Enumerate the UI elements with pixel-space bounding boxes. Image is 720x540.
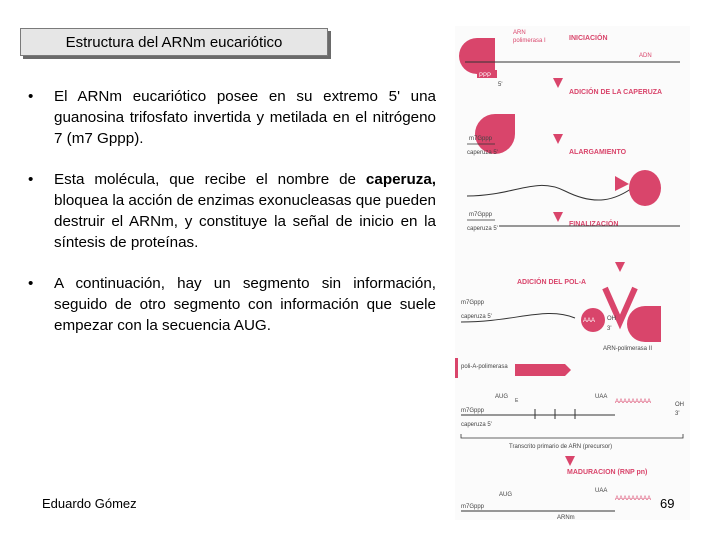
arrow-down-2 xyxy=(553,134,563,144)
label-aug-a: AUG xyxy=(495,394,509,400)
stage-label-alargamiento: ALARGAMIENTO xyxy=(569,149,627,156)
label-transcrito: Transcrito primario de ARN (precursor) xyxy=(509,444,613,450)
label-polimerasa: polimerasa I xyxy=(513,38,546,44)
capping-shape xyxy=(475,114,515,154)
label-arn: ARN xyxy=(513,30,526,36)
stage-alargamiento xyxy=(467,170,661,206)
label-caperuza-a: caperuza 5' xyxy=(467,150,498,156)
label-poli-a-pol: poli-A-polimerasa xyxy=(461,364,508,370)
label-3prime-a: 3' xyxy=(607,326,612,332)
label-ppp: PPP xyxy=(479,73,492,79)
polymerase-shape xyxy=(459,38,495,74)
stage-iniciacion xyxy=(459,30,680,88)
slide-title xyxy=(20,28,328,56)
arrow-right xyxy=(615,176,629,191)
label-oh-a: OH xyxy=(607,316,616,322)
label-oh-b: OH xyxy=(675,402,684,408)
label-m7gppp-c: m7Gppp xyxy=(461,300,485,306)
label-aaaa-a: AAAAAAAAA xyxy=(615,399,652,405)
label-aug-b: AUG xyxy=(499,492,513,498)
stage-poli-a xyxy=(461,300,661,352)
stage-mature xyxy=(461,488,651,520)
label-m7gppp-d: m7Gppp xyxy=(461,408,485,414)
bullet-text xyxy=(54,86,436,149)
label-3prime-b: 3' xyxy=(675,411,680,417)
stage-label-caperuza: ADICIÓN DE LA CAPERUZA xyxy=(569,89,663,96)
stage-label-poli-a: ADICIÓN DEL POL-A xyxy=(517,279,587,286)
bullet-item xyxy=(28,169,436,253)
label-uaa-b: UAA xyxy=(595,488,608,494)
bullet-text xyxy=(54,169,436,253)
bullet-text-part: bloquea la acción de enzimas exonucleasas que pueden destruir el ARNm, y constituye la señal de inicio en la síntesis de proteínas. xyxy=(54,192,436,251)
label-arnm: ARNm xyxy=(557,515,575,520)
label-adn: ADN xyxy=(639,53,652,59)
label-aaa: AAA xyxy=(583,318,596,324)
label-arn-pol-ii: ARN-polimerasa II xyxy=(603,346,653,352)
footer-author: Eduardo Gómez xyxy=(42,496,137,511)
stage-transcript xyxy=(461,394,684,450)
elongating-polymerase xyxy=(629,170,661,206)
stage-label-finalizacion: FINALIZACIÓN xyxy=(569,221,619,228)
label-caperuza-b: caperuza 5' xyxy=(467,226,498,232)
bullet-text-part: Esta molécula, que recibe el nombre de xyxy=(54,171,366,188)
label-uaa-a: UAA xyxy=(595,394,608,400)
label-e-a: E xyxy=(515,398,519,404)
label-m7gppp-e: m7Gppp xyxy=(461,504,485,510)
polymerase-ii-shape xyxy=(627,306,661,342)
bullet-marker: • xyxy=(28,88,34,105)
arrow-down-4 xyxy=(615,262,625,272)
bullet-text-part: El ARNm eucariótico posee en su extremo 5' una guanosina trifosfato invertida y metilada en el nitrógeno 7 (m7 Gppp). xyxy=(54,88,436,147)
stage-caperuza xyxy=(467,114,515,156)
diagram-svg xyxy=(455,26,690,520)
label-5prime-a: 5' xyxy=(498,82,503,88)
label-aaaa-b: AAAAAAAAA xyxy=(615,496,652,502)
arrow-down-1 xyxy=(553,78,563,88)
slide-title-text: Estructura del ARNm eucariótico xyxy=(65,33,283,51)
rna-curve xyxy=(467,185,635,200)
stage-label-maduracion: MADURACION (RNP pn) xyxy=(567,469,648,476)
bullet-list xyxy=(28,86,436,356)
page-number: 69 xyxy=(660,496,675,511)
bullet-item xyxy=(28,86,436,149)
label-caperuza-c: caperuza 5' xyxy=(461,314,492,320)
bullet-text-bold: caperuza, xyxy=(365,171,436,188)
poli-a-arrow xyxy=(515,364,571,376)
bullet-marker: • xyxy=(28,275,34,292)
poli-a-bar xyxy=(455,358,458,378)
label-caperuza-d: caperuza 5' xyxy=(461,422,492,428)
label-m7gppp-b: m7Gppp xyxy=(469,212,493,218)
label-m7gppp-a: m7Gppp xyxy=(469,136,493,142)
bullet-item xyxy=(28,273,436,336)
stage-label-iniciacion: INICIACIÓN xyxy=(569,35,608,42)
bullet-marker: • xyxy=(28,171,34,188)
mrna-processing-diagram xyxy=(455,26,690,520)
arrow-down-3 xyxy=(553,212,563,222)
bullet-text xyxy=(54,273,436,336)
arrow-down-5 xyxy=(565,456,575,466)
transcript-bracket xyxy=(461,434,683,438)
bullet-text-part: A continuación, hay un segmento sin información, seguido de otro segmento con información que suele empezar con la secuencia AUG. xyxy=(54,275,436,334)
